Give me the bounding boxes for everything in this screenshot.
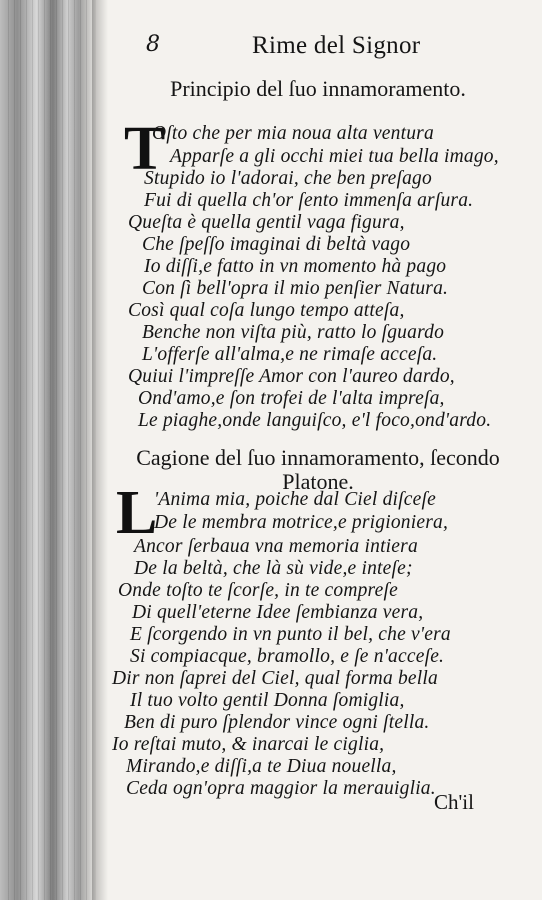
- poem2-line: Mirando,e diſſi,a te Diua nouella,: [126, 756, 397, 777]
- poem1-line: Stupido io l'adorai, che ben preſago: [144, 168, 432, 189]
- poem2-drop-cap: L: [116, 479, 158, 547]
- poem2-line: E ſcorgendo in vn punto il bel, che v'era: [130, 624, 451, 645]
- book-page: [104, 0, 542, 900]
- poem1-line: L'offerſe all'alma,e ne rimaſe acceſa.: [142, 344, 438, 365]
- poem2-line: 'Anima mia, poiche dal Ciel diſceſe: [154, 489, 436, 510]
- poem2-line: Ancor ſerbaua vna memoria intiera: [134, 536, 418, 557]
- book-binding-gutter: [0, 0, 96, 900]
- poem1-drop-cap: T: [124, 115, 166, 183]
- poem2-line: Ben di puro ſplendor vince ogni ſtella.: [124, 712, 430, 733]
- poem2-line: Io reſtai muto, & inarcai le ciglia,: [112, 734, 385, 755]
- poem1-line: Oſto che per mia noua alta ventura: [152, 123, 434, 144]
- poem2-line: De le membra motrice,e prigioniera,: [154, 512, 449, 533]
- poem1-line: Benche non viſta più, ratto lo ſguardo: [142, 322, 445, 343]
- poem1-line: Apparſe a gli occhi miei tua bella imago,: [170, 146, 499, 167]
- poem1-line: Queſta è quella gentil vaga figura,: [128, 212, 405, 233]
- poem2-title-line: Platone.: [282, 469, 354, 494]
- catchword: Ch'il: [434, 790, 474, 814]
- poem1-line: Le piaghe,onde languiſco, e'l foco,ond'ardo.: [138, 410, 492, 431]
- poem1-line: Con ſì bell'opra il mio penſier Natura.: [142, 278, 449, 299]
- page-number: 8: [146, 32, 160, 57]
- poem1-line: Fui di quella ch'or ſento immenſa arſura.: [144, 190, 474, 211]
- poem2-line: Onde toſto te ſcorſe, in te compreſe: [118, 580, 398, 601]
- running-head: Rime del Signor: [252, 32, 421, 59]
- poem2-line: Dir non ſaprei del Ciel, qual forma bella: [112, 668, 438, 689]
- page-edges: [8, 0, 88, 900]
- poem1-line: Ond'amo,e ſon trofei de l'alta impreſa,: [138, 388, 445, 409]
- poem2-line: De la beltà, che là sù vide,e inteſe;: [134, 558, 413, 579]
- poem1-title: Principio del ſuo innamoramento.: [170, 76, 466, 101]
- poem2-title: [118, 446, 518, 494]
- poem2-line: Ceda ogn'opra maggior la merauiglia.: [126, 778, 436, 799]
- poem2-title-line: Cagione del ſuo innamoramento, ſecondo: [136, 445, 500, 470]
- poem2-line: Di quell'eterne Idee ſembianza vera,: [132, 602, 424, 623]
- poem2-line: Si compiacque, bramollo, e ſe n'acceſe.: [130, 646, 445, 667]
- poem1-line: Che ſpeſſo imaginai di beltà vago: [142, 234, 411, 255]
- poem1-line: Quiui l'impreſſe Amor con l'aureo dardo,: [128, 366, 455, 387]
- poem1-line: Io diſſi,e fatto in vn momento hà pago: [144, 256, 447, 277]
- poem2-line: Il tuo volto gentil Donna ſomiglia,: [130, 690, 405, 711]
- poem1-line: Così qual coſa lungo tempo atteſa,: [128, 300, 405, 321]
